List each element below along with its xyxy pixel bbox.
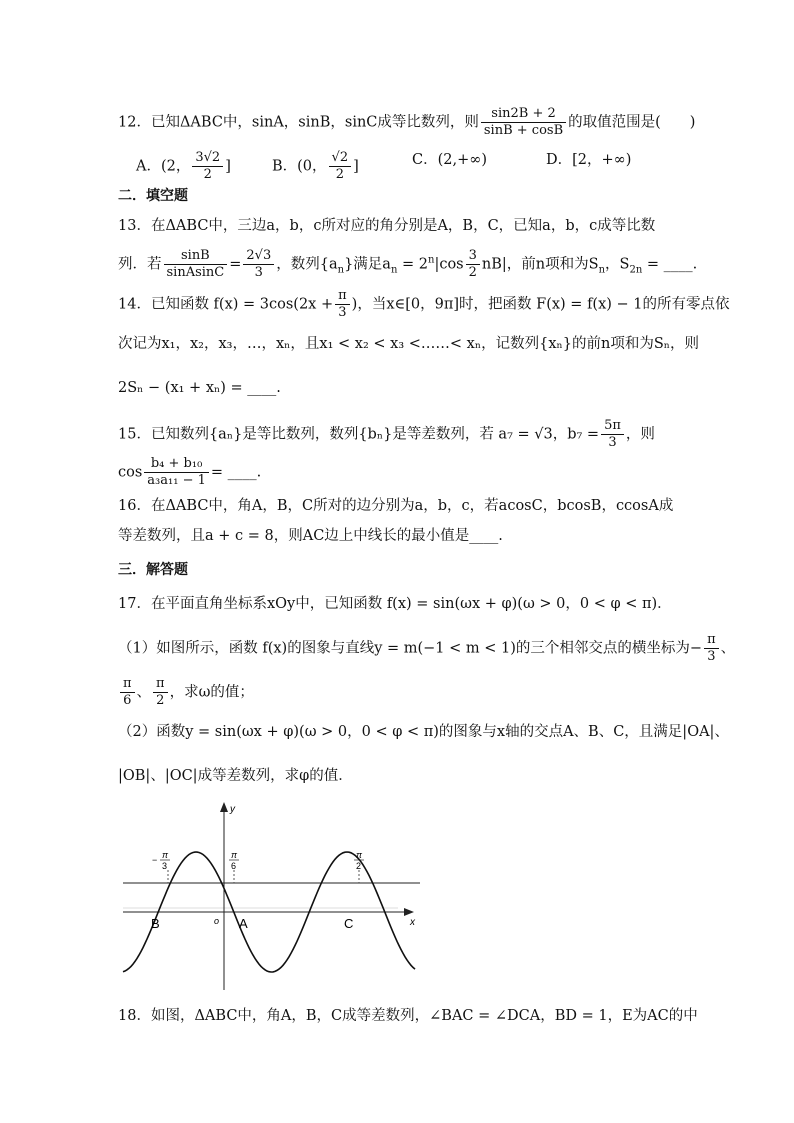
q14-pre: 14．已知函数 f(x) = 3cos(2x + [118,296,334,313]
q17-ask-omega: ，求ω的值； [169,684,254,701]
q13-mid2: }满足a [344,256,391,273]
q13-mid4: |cos [434,256,464,273]
tick-pi-6-den: 6 [231,861,237,871]
q12-option-b [272,150,359,183]
x-axis-arrow-icon [404,908,414,916]
section-fill-in-title: 二．填空题 [118,188,188,204]
q17-line1: 17．在平面直角坐标系xOy中，已知函数 f(x) = sin(ωx + φ)(ω > 0，0 < φ < π)． [118,596,672,612]
q13-frac3-den: 2 [468,265,477,280]
q12-frac-den: sinB + cosB [483,123,564,138]
q13-frac3 [466,248,480,281]
tick-neg-sign: − [152,855,158,865]
sine-graph-figure [118,798,428,998]
q13-pre: 列．若 [118,256,162,273]
q12-suffix: 的取值范围是( ) [568,114,696,131]
option-a-tail: ] [225,158,231,175]
q15-frac2-num: b₄ + b₁₀ [144,456,209,473]
option-d-label: D．[2，+∞) [546,152,632,168]
q14-frac-num: π [335,288,350,305]
tick-pi-2-den: 2 [356,861,362,871]
q17-frac-num: π [704,632,719,649]
option-c-label: C．(2,+∞) [412,152,487,168]
q13-end: = ____. [642,256,698,273]
q15-end: = ____. [210,464,262,481]
q14-line2: 次记为x₁，x₂，x₃，…，xₙ，且x₁ < x₂ < x₃ <……< xₙ，记数列{xₙ}的前n项和为Sₙ，则 [118,336,700,352]
point-b-label: B [151,916,160,931]
tick-neg-pi-3-num: π [162,850,169,860]
q14-post: )，当x∈[0，9π]时，把函数 F(x) = f(x) − 1的所有零点依 [351,296,730,313]
q17-frac-den: 3 [707,649,716,664]
origin-label: o [214,916,220,926]
q12-fraction [481,106,566,139]
q14-frac-den: 3 [338,305,347,320]
q14-line1 [118,288,730,321]
q12-option-c [412,150,487,170]
tick-neg-pi-3-den: 3 [162,861,168,871]
q15-line2 [118,456,261,489]
q13-line2: 列．若 $\frac{\sin B}{\text{sinAsinC}}$ = $\frac{2√3}{3}$ ，数列$\{a_n\}$满足$a_n = 2^n|\cos$ $\frac{3}{2}$ nB|，前n项和为$S_n$，$S_{2n}$ = ____. [118,248,698,280]
point-c-label: C [344,916,354,931]
option-b-label: B．(0， [272,158,327,175]
q12-option-a [136,150,231,183]
q17-part1-text: （1）如图所示，函数 f(x)的图象与直线y = m(−1 < m < 1)的三个相邻交点的横坐标为− [118,640,703,657]
q17-frac2-num: π [153,676,168,693]
q18-line1: 18．如图，ΔABC中，角A，B，C成等差数列，∠BAC = ∠DCA，BD = 1，E为AC的中 [118,1008,698,1024]
q17-line2 [118,632,735,665]
q17-frac-pi-2 [153,676,168,709]
q13-frac2-num: 2√3 [243,248,274,265]
y-axis-arrow-icon [220,802,228,812]
q17-frac2-den: 2 [156,693,165,708]
option-a-label: A．(2， [136,158,191,175]
q15-frac2-den: a₃a₁₁ − 1 [147,473,206,488]
q13-mid3: = 2 [397,256,428,273]
q13-mid6: ，S [605,256,630,273]
tick-pi-2-num: π [356,850,363,860]
section-answer-title: 三．解答题 [118,562,188,578]
q15-frac2 [144,456,209,489]
q15-frac [601,418,624,451]
y-axis-label: y [230,804,235,815]
q16-line2: 等差数列，且a + c = 8，则AC边上中线长的最小值是____. [118,528,503,544]
q13-frac1-den: sinAsinC [166,265,225,280]
q14-line3: 2Sₙ − (x₁ + xₙ) = ____. [118,380,281,396]
q17-frac-neg-pi-3 [704,632,719,665]
option-a-den: 2 [203,167,212,182]
q13-frac2 [243,248,274,281]
q15-frac-den: 3 [608,435,617,450]
q12-prefix: 12．已知ΔABC中，sinA，sinB，sinC成等比数列，则 [118,114,479,131]
q15-frac-num: 5π [601,418,624,435]
q17-sep: 、 [720,640,736,657]
q12-line [118,106,695,139]
tick-pi-6-num: π [231,850,238,860]
q13-frac1-num: sinB [164,248,228,265]
option-b-den: 2 [335,167,344,182]
q15-post: ，则 [625,426,655,443]
option-a-frac [192,150,223,183]
q17-line5: |OB|、|OC|成等差数列，求φ的值． [118,768,353,784]
x-axis-label: x [410,917,415,928]
q15-cos: cos [118,464,143,481]
q16-line1: 16．在ΔABC中，角A，B，C所对的边分别为a，b，c，若acosC，bcosB，ccosA成 [118,498,674,514]
option-b-frac [329,150,352,183]
q13-frac1 [164,248,228,281]
q12-option-d [546,150,631,170]
point-a-label: A [239,916,248,931]
q17-frac1-num: π [120,676,135,693]
option-a-num: 3√2 [192,150,223,167]
q17-line3 [118,676,254,709]
q15-line1 [118,418,655,451]
q13-frac3-num: 3 [466,248,480,265]
q13-line1: 13．在ΔABC中，三边a，b，c所对应的角分别是A，B，C，已知a，b，c成等比数 [118,218,656,234]
q12-frac-num: sin2B + 2 [481,106,566,123]
q17-line4: （2）函数y = sin(ωx + φ)(ω > 0，0 < φ < π)的图象与x轴的交点A、B、C，且满足|OA|、 [118,724,729,740]
q15-pre: 15．已知数列{aₙ}是等比数列，数列{bₙ}是等差数列，若 a₇ = √3，b₇ = [118,426,600,443]
q17-frac-pi-6 [120,676,135,709]
q13-eq: = [229,256,242,273]
q13-frac2-den: 3 [254,265,263,280]
q13-mid5: nB|，前n项和为S [481,256,599,273]
q17-sep2: 、 [136,684,152,701]
option-b-num: √2 [329,150,352,167]
q13-mid: ，数列{a [276,256,338,273]
option-b-tail: ] [353,158,359,175]
q17-frac1-den: 6 [123,693,132,708]
q14-frac [335,288,350,321]
